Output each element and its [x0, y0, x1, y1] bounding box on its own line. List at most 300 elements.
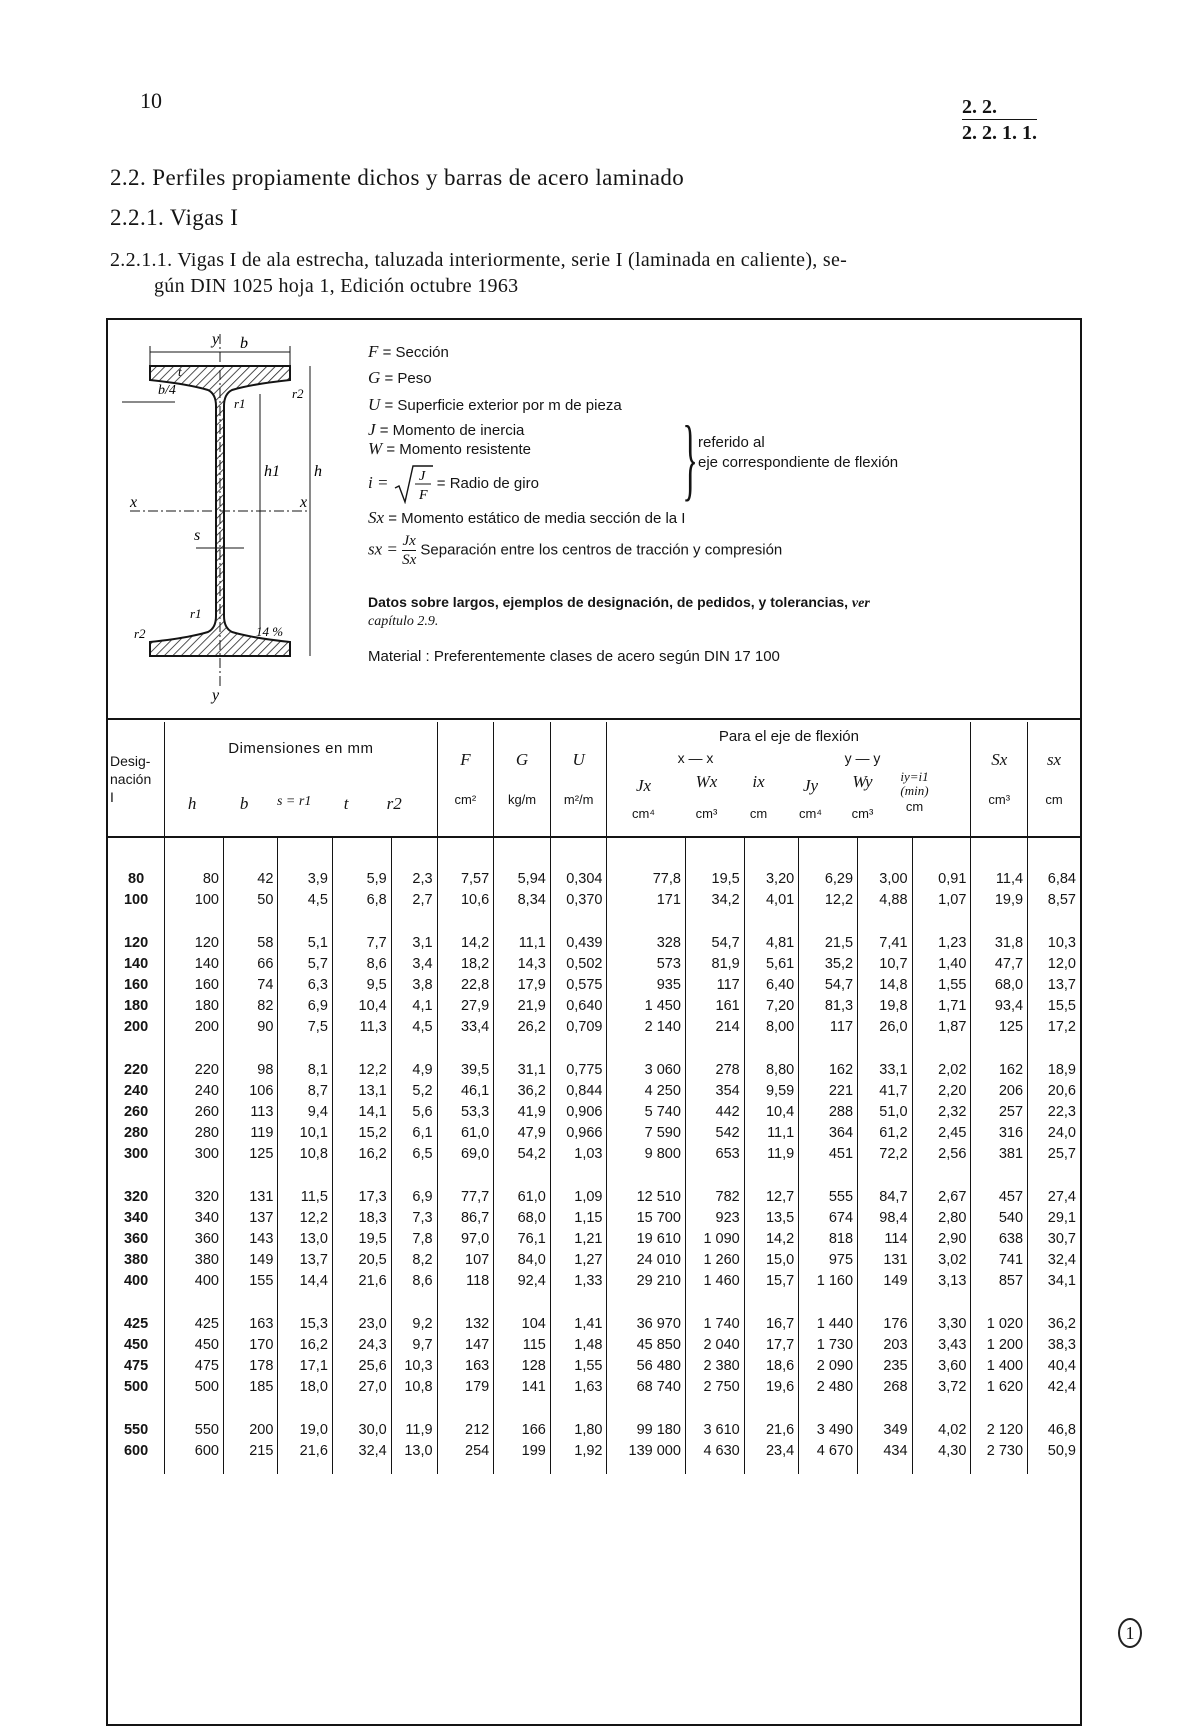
table-cell: 54,2 — [494, 1144, 551, 1165]
table-cell: 131 — [858, 1250, 912, 1271]
designation-cell: 80 — [128, 871, 145, 887]
spacer-cell — [494, 837, 551, 869]
header-designation — [108, 722, 165, 837]
header-G — [494, 722, 551, 837]
table-row — [108, 1271, 1080, 1292]
table-cell: 26,0 — [858, 1017, 912, 1038]
table-cell: 21,6 — [744, 1420, 798, 1441]
table-cell: 1,92 — [550, 1441, 607, 1462]
spacer-cell — [165, 837, 224, 869]
table-cell: 7,7 — [332, 933, 391, 954]
table-cell: 10,8 — [278, 1144, 332, 1165]
table-cell: 14,3 — [494, 954, 551, 975]
spacer-cell — [550, 1038, 607, 1060]
spacer-cell — [332, 1165, 391, 1187]
table-row — [108, 890, 1080, 911]
legend-material: Material : Preferentemente clases de acero según DIN 17 100 — [368, 648, 780, 665]
header-F-unit: cm² — [454, 792, 477, 808]
table-cell: 1 200 — [971, 1335, 1028, 1356]
table-cell: 58 — [223, 933, 277, 954]
spacer-cell — [1028, 837, 1080, 869]
spacer-cell — [744, 1398, 798, 1420]
designation-cell: 220 — [123, 1062, 149, 1078]
table-cell: 2,32 — [912, 1102, 971, 1123]
table-cell: 7,8 — [391, 1229, 437, 1250]
table-cell: 3,9 — [278, 869, 332, 890]
designation-cell: 340 — [123, 1210, 149, 1226]
table-cell: 81,3 — [799, 996, 858, 1017]
spacer-cell — [912, 911, 971, 933]
table-cell: 400 — [165, 1271, 224, 1292]
table-cell: 11,1 — [494, 933, 551, 954]
table-cell: 185 — [223, 1377, 277, 1398]
table-cell: 1,87 — [912, 1017, 971, 1038]
legend-sx-text: Separación entre los centros de tracción y compresión — [420, 541, 783, 559]
table-cell: 3,20 — [744, 869, 798, 890]
legend-U-text: = Superficie exterior por m de pieza — [384, 397, 622, 414]
spacer-cell — [494, 1398, 551, 1420]
table-cell: 11,9 — [744, 1144, 798, 1165]
table-cell: 3 060 — [607, 1060, 685, 1081]
table-cell: 16,2 — [332, 1144, 391, 1165]
header-sx — [1028, 722, 1080, 837]
table-cell: 1,63 — [550, 1377, 607, 1398]
spacer-cell — [391, 1462, 437, 1474]
table-cell: 17,7 — [744, 1335, 798, 1356]
group-spacer — [108, 1292, 1080, 1314]
table-cell: 131 — [223, 1187, 277, 1208]
header-col-Jy — [783, 768, 837, 836]
table-row — [108, 1017, 1080, 1038]
spacer-cell — [685, 1292, 744, 1314]
table-cell: 1,55 — [912, 975, 971, 996]
table-cell: 18,6 — [744, 1356, 798, 1377]
spacer-cell — [108, 1462, 165, 1474]
spacer-cell — [223, 1398, 277, 1420]
legend-U-symbol: U — [368, 395, 381, 414]
table-cell: 354 — [685, 1081, 744, 1102]
spacer-cell — [744, 837, 798, 869]
table-row — [108, 933, 1080, 954]
table-cell: 14,1 — [332, 1102, 391, 1123]
table-cell: 72,2 — [858, 1144, 912, 1165]
spacer-cell — [744, 911, 798, 933]
sx-fraction-numerator: Jx — [402, 533, 416, 549]
table-cell: 171 — [607, 890, 685, 911]
table-cell: 6,29 — [799, 869, 858, 890]
table-cell: 17,3 — [332, 1187, 391, 1208]
table-cell: 29,1 — [1028, 1208, 1080, 1229]
spacer-cell — [685, 1398, 744, 1420]
designation-cell: 450 — [123, 1337, 149, 1353]
table-cell: 555 — [799, 1187, 858, 1208]
table-cell: 2,20 — [912, 1081, 971, 1102]
table-cell: 9,2 — [391, 1314, 437, 1335]
table-cell: 3,1 — [391, 933, 437, 954]
spacer-cell — [494, 1292, 551, 1314]
header-col-Wx — [679, 768, 733, 836]
table-cell: 0,91 — [912, 869, 971, 890]
spacer-cell — [391, 911, 437, 933]
table-cell: 1 160 — [799, 1271, 858, 1292]
table-cell: 278 — [685, 1060, 744, 1081]
table-cell: 30,0 — [332, 1420, 391, 1441]
table-cell: 77,7 — [437, 1187, 494, 1208]
legend-J-symbol: J — [368, 420, 376, 439]
table-cell: 782 — [685, 1187, 744, 1208]
header-U — [550, 722, 607, 837]
table-cell: 5,94 — [494, 869, 551, 890]
table-cell: 3 610 — [685, 1420, 744, 1441]
table-cell: 13,1 — [332, 1081, 391, 1102]
table-cell: 31,8 — [971, 933, 1028, 954]
spacer-cell — [278, 1165, 332, 1187]
table-cell: 7,3 — [391, 1208, 437, 1229]
axis-y-top-label: y — [212, 331, 220, 348]
table-cell: 54,7 — [685, 933, 744, 954]
table-cell: 360 — [165, 1229, 224, 1250]
header-Jy-label: Jy — [802, 776, 819, 795]
table-cell: 93,4 — [971, 996, 1028, 1017]
table-cell: 155 — [223, 1271, 277, 1292]
spacer-cell — [858, 1292, 912, 1314]
table-cell: 2,7 — [391, 890, 437, 911]
table-cell: 380 — [165, 1250, 224, 1271]
legend-datos-ver: ver — [851, 596, 870, 611]
spacer-cell — [494, 1038, 551, 1060]
table-cell: 113 — [223, 1102, 277, 1123]
spacer-cell — [971, 911, 1028, 933]
table-cell: 1,03 — [550, 1144, 607, 1165]
table-cell: 14,2 — [437, 933, 494, 954]
table-row — [108, 1102, 1080, 1123]
header-bending-axes-label: Para el eje de flexión — [718, 728, 859, 745]
sx-fraction — [402, 532, 416, 569]
header-ix-label: ix — [752, 772, 765, 791]
table-cell: 11,5 — [278, 1187, 332, 1208]
table-cell: 56 480 — [607, 1356, 685, 1377]
spacer-cell — [278, 1462, 332, 1474]
spacer-cell — [391, 1398, 437, 1420]
table-cell: 35,2 — [799, 954, 858, 975]
table-cell: 125 — [223, 1144, 277, 1165]
table-row — [108, 1335, 1080, 1356]
radius-r2-bottom-label: r2 — [134, 626, 146, 641]
spacer-cell — [550, 1165, 607, 1187]
table-cell: 8,6 — [391, 1271, 437, 1292]
designation-cell: 550 — [123, 1422, 149, 1438]
spacer-cell — [223, 911, 277, 933]
table-cell: 13,7 — [1028, 975, 1080, 996]
table-cell: 3,30 — [912, 1314, 971, 1335]
spacer-cell — [607, 837, 685, 869]
table-cell: 163 — [437, 1356, 494, 1377]
table-cell: 6,5 — [391, 1144, 437, 1165]
header-F-label: F — [460, 750, 471, 769]
spacer-cell — [1028, 1292, 1080, 1314]
table-row — [108, 1060, 1080, 1081]
table-cell: 857 — [971, 1271, 1028, 1292]
table-cell: 6,84 — [1028, 869, 1080, 890]
table-cell: 500 — [165, 1377, 224, 1398]
table-cell: 1,21 — [550, 1229, 607, 1250]
spacer-cell — [437, 1462, 494, 1474]
table-cell: 12,2 — [799, 890, 858, 911]
designation-cell: 100 — [123, 892, 149, 908]
table-cell: 90 — [223, 1017, 277, 1038]
table-cell: 74 — [223, 975, 277, 996]
spacer-cell — [437, 1292, 494, 1314]
table-cell: 7 590 — [607, 1123, 685, 1144]
spacer-cell — [437, 1038, 494, 1060]
table-cell: 2,56 — [912, 1144, 971, 1165]
table-cell: 1,55 — [550, 1356, 607, 1377]
table-cell: 24,3 — [332, 1335, 391, 1356]
table-cell: 254 — [437, 1441, 494, 1462]
table-cell: 46,1 — [437, 1081, 494, 1102]
spacer-cell — [971, 1462, 1028, 1474]
spacer-cell — [858, 1038, 912, 1060]
dimension-h1-label: h1 — [264, 463, 280, 480]
table-cell: 5,2 — [391, 1081, 437, 1102]
table-cell: 4,88 — [858, 890, 912, 911]
spacer-cell — [332, 911, 391, 933]
heading-line-1: 2.2.1.1. Vigas I de ala estrecha, taluzada interiormente, serie I (laminada en caliente), se- — [110, 249, 848, 271]
spacer-cell — [165, 911, 224, 933]
table-cell: 2,02 — [912, 1060, 971, 1081]
table-cell: 27,9 — [437, 996, 494, 1017]
table-cell: 6,3 — [278, 975, 332, 996]
table-cell: 14,4 — [278, 1271, 332, 1292]
table-cell: 66 — [223, 954, 277, 975]
table-cell: 9,5 — [332, 975, 391, 996]
radius-r1-bottom-label: r1 — [190, 606, 202, 621]
header-dimension-subcols — [165, 782, 436, 836]
table-cell: 1,40 — [912, 954, 971, 975]
table-cell: 4,81 — [744, 933, 798, 954]
table-cell: 15,2 — [332, 1123, 391, 1144]
spacer-cell — [437, 1398, 494, 1420]
table-cell: 120 — [165, 933, 224, 954]
spacer-cell — [971, 1292, 1028, 1314]
table-cell: 1 730 — [799, 1335, 858, 1356]
header-col-iy — [887, 768, 941, 836]
table-cell: 451 — [799, 1144, 858, 1165]
table-cell: 0,640 — [550, 996, 607, 1017]
dimension-b-label: b — [240, 335, 248, 352]
table-cell: 199 — [494, 1441, 551, 1462]
table-cell: 1 400 — [971, 1356, 1028, 1377]
spacer-cell — [912, 837, 971, 869]
table-cell: 16,7 — [744, 1314, 798, 1335]
table-cell: 1,80 — [550, 1420, 607, 1441]
table-cell: 92,4 — [494, 1271, 551, 1292]
table-cell: 50 — [223, 890, 277, 911]
table-cell: 84,7 — [858, 1187, 912, 1208]
spacer-cell — [391, 1038, 437, 1060]
spacer-cell — [108, 1398, 165, 1420]
table-cell: 107 — [437, 1250, 494, 1271]
table-cell: 4,01 — [744, 890, 798, 911]
header-Wx-unit: cm³ — [695, 806, 718, 822]
table-row — [108, 1356, 1080, 1377]
designation-cell: 425 — [123, 1316, 149, 1332]
table-cell: 8,57 — [1028, 890, 1080, 911]
header-dimensions-label: Dimensiones en mm — [228, 740, 374, 757]
designation-cell: 600 — [123, 1443, 149, 1459]
table-cell: 457 — [971, 1187, 1028, 1208]
header-G-unit: kg/m — [507, 792, 537, 808]
table-cell: 442 — [685, 1102, 744, 1123]
table-cell: 61,0 — [437, 1123, 494, 1144]
spacer-cell — [332, 1038, 391, 1060]
table-cell: 30,7 — [1028, 1229, 1080, 1250]
table-cell: 45 850 — [607, 1335, 685, 1356]
table-cell: 11,9 — [391, 1420, 437, 1441]
table-cell: 818 — [799, 1229, 858, 1250]
axis-y-bottom-label: y — [212, 687, 220, 704]
table-cell: 68 740 — [607, 1377, 685, 1398]
table-cell: 8,2 — [391, 1250, 437, 1271]
spacer-cell — [744, 1038, 798, 1060]
table-cell: 7,5 — [278, 1017, 332, 1038]
spacer-cell — [685, 911, 744, 933]
spacer-cell — [607, 1038, 685, 1060]
table-cell: 240 — [165, 1081, 224, 1102]
table-cell: 0,709 — [550, 1017, 607, 1038]
table-cell: 1 020 — [971, 1314, 1028, 1335]
table-cell: 212 — [437, 1420, 494, 1441]
spacer-cell — [437, 837, 494, 869]
table-cell: 10,3 — [391, 1356, 437, 1377]
table-cell: 104 — [494, 1314, 551, 1335]
table-cell: 61,2 — [858, 1123, 912, 1144]
table-cell: 5,9 — [332, 869, 391, 890]
spacer-cell — [494, 1462, 551, 1474]
table-cell: 1 450 — [607, 996, 685, 1017]
spacer-cell — [858, 911, 912, 933]
table-cell: 328 — [607, 933, 685, 954]
table-cell: 10,3 — [1028, 933, 1080, 954]
table-cell: 573 — [607, 954, 685, 975]
legend-G-text: = Peso — [384, 370, 432, 387]
table-cell: 268 — [858, 1377, 912, 1398]
header-col-h: h — [187, 794, 197, 813]
table-cell: 235 — [858, 1356, 912, 1377]
table-cell: 117 — [799, 1017, 858, 1038]
table-cell: 12,2 — [278, 1208, 332, 1229]
spacer-cell — [165, 1038, 224, 1060]
table-cell: 2 040 — [685, 1335, 744, 1356]
designation-cell: 300 — [123, 1146, 149, 1162]
spacer-cell — [165, 1398, 224, 1420]
designation-cell: 140 — [123, 956, 149, 972]
spacer-cell — [912, 1038, 971, 1060]
table-cell: 5,1 — [278, 933, 332, 954]
table-cell: 10,1 — [278, 1123, 332, 1144]
table-cell: 316 — [971, 1123, 1028, 1144]
dimension-b4-label: b/4 — [158, 383, 176, 398]
table-cell: 161 — [685, 996, 744, 1017]
spacer-cell — [108, 837, 165, 869]
spacer-cell — [1028, 1462, 1080, 1474]
table-cell: 163 — [223, 1314, 277, 1335]
spacer-cell — [108, 1165, 165, 1187]
table-cell: 1,41 — [550, 1314, 607, 1335]
table-cell: 180 — [165, 996, 224, 1017]
table-cell: 143 — [223, 1229, 277, 1250]
spacer-cell — [165, 1292, 224, 1314]
header-col-t: t — [343, 794, 349, 813]
table-cell: 9,7 — [391, 1335, 437, 1356]
table-cell: 106 — [223, 1081, 277, 1102]
table-cell: 27,0 — [332, 1377, 391, 1398]
spacer-cell — [550, 911, 607, 933]
table-cell: 46,8 — [1028, 1420, 1080, 1441]
table-cell: 221 — [799, 1081, 858, 1102]
table-cell: 34,1 — [1028, 1271, 1080, 1292]
table-cell: 4,30 — [912, 1441, 971, 1462]
spacer-cell — [858, 1462, 912, 1474]
table-row — [108, 975, 1080, 996]
table-cell: 674 — [799, 1208, 858, 1229]
header-sx-unit: cm — [1045, 792, 1063, 808]
table-cell: 5,6 — [391, 1102, 437, 1123]
profile-table-frame — [106, 318, 1082, 1726]
spacer-cell — [971, 1165, 1028, 1187]
table-cell: 98 — [223, 1060, 277, 1081]
table-cell: 20,5 — [332, 1250, 391, 1271]
table-cell: 115 — [494, 1335, 551, 1356]
table-cell: 132 — [437, 1314, 494, 1335]
table-cell: 15,3 — [278, 1314, 332, 1335]
table-cell: 0,304 — [550, 869, 607, 890]
corner-mark: 1 — [1118, 1618, 1142, 1648]
spacer-cell — [108, 911, 165, 933]
table-cell: 4 630 — [685, 1441, 744, 1462]
legend-W-symbol: W — [368, 439, 383, 458]
legend-sx-symbol: sx = — [368, 539, 398, 559]
axis-x-left-label: x — [130, 494, 138, 511]
spacer-cell — [858, 837, 912, 869]
spacer-cell — [550, 1462, 607, 1474]
table-cell: 149 — [223, 1250, 277, 1271]
spacer-cell — [223, 837, 277, 869]
table-cell: 2 140 — [607, 1017, 685, 1038]
table-cell: 3,02 — [912, 1250, 971, 1271]
table-cell: 2,80 — [912, 1208, 971, 1229]
table-cell: 0,966 — [550, 1123, 607, 1144]
table-cell: 14,2 — [744, 1229, 798, 1250]
table-cell: 13,7 — [278, 1250, 332, 1271]
designation-cell: 475 — [123, 1358, 149, 1374]
designation-cell: 360 — [123, 1231, 149, 1247]
table-cell: 200 — [223, 1420, 277, 1441]
table-cell: 10,7 — [858, 954, 912, 975]
spacer-cell — [799, 1462, 858, 1474]
header-yy-label: y — y — [844, 750, 881, 766]
table-cell: 18,9 — [1028, 1060, 1080, 1081]
table-cell: 128 — [494, 1356, 551, 1377]
table-cell: 2,3 — [391, 869, 437, 890]
spacer-cell — [912, 1462, 971, 1474]
table-cell: 215 — [223, 1441, 277, 1462]
table-row — [108, 1377, 1080, 1398]
designation-cell: 500 — [123, 1379, 149, 1395]
table-cell: 741 — [971, 1250, 1028, 1271]
table-cell: 13,0 — [391, 1441, 437, 1462]
spacer-cell — [332, 1398, 391, 1420]
